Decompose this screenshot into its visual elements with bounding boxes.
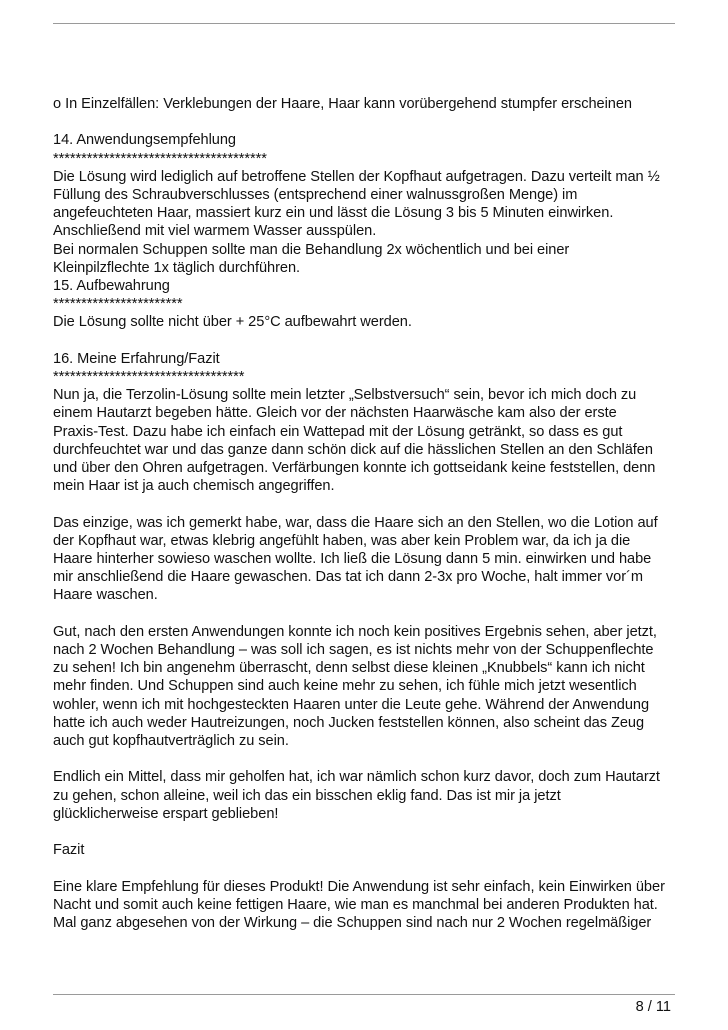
text-line: mehr finden. Und Schuppen sind auch keine mehr zu sehen, ich fühle mich jetzt wesentlich xyxy=(53,678,637,695)
text-line: Fazit xyxy=(53,842,85,859)
text-line: angefeuchteten Haar, massiert kurz ein und lässt die Lösung 3 bis 5 Minuten einwirken. xyxy=(53,205,614,222)
text-line: Die Lösung sollte nicht über + 25°C aufbewahrt werden. xyxy=(53,314,412,331)
header-rule xyxy=(53,23,675,24)
paragraph-gap xyxy=(53,495,683,513)
text-line: Eine klare Empfehlung für dieses Produkt! Die Anwendung ist sehr einfach, kein Einwirken über xyxy=(53,878,665,895)
text-line: Die Lösung wird lediglich auf betroffene Stellen der Kopfhaut aufgetragen. Dazu verteilt man ½ xyxy=(53,168,660,185)
text-line: Anschließend mit viel warmem Wasser ausspülen. xyxy=(53,223,377,240)
text-line: Mal ganz abgesehen von der Wirkung – die Schuppen sind nach nur 2 Wochen regelmäßiger xyxy=(53,915,652,932)
page-number: 8 / 11 xyxy=(635,999,671,1015)
text-line: Das einzige, was ich gemerkt habe, war, dass die Haare sich an den Stellen, wo die Lotion auf xyxy=(53,514,658,531)
paragraph-gap xyxy=(53,332,683,350)
text-line: ********************************** xyxy=(53,369,245,386)
text-line: mein Haar ist ja auch chemisch angegriffen. xyxy=(53,478,335,495)
text-line: auch gut kopfhautverträglich zu sein. xyxy=(53,733,289,750)
document-body xyxy=(53,95,683,932)
text-line: Endlich ein Mittel, dass mir geholfen hat, ich war nämlich schon kurz davor, doch zum Hautarzt xyxy=(53,769,660,786)
text-line: Haare waschen. xyxy=(53,587,158,604)
text-line: Kleinpilzflechte 1x täglich durchführen. xyxy=(53,259,301,276)
paragraph-gap xyxy=(53,823,683,841)
text-line: mir anschließend die Haare gewaschen. Das tat ich dann 2-3x pro Woche, halt immer vor´m xyxy=(53,569,643,586)
text-line: und über den Ohren aufgetragen. Verfärbungen konnte ich gottseidank keine feststellen, denn xyxy=(53,460,656,477)
text-line: Praxis-Test. Dazu habe ich einfach ein Wattepad mit der Lösung getränkt, so dass es gut xyxy=(53,423,623,440)
text-line: Nun ja, die Terzolin-Lösung sollte mein letzter „Selbstversuch“ sein, bevor ich mich doch zu xyxy=(53,387,637,404)
text-line: durchfeuchtet war und das ganze dann schön dick auf die hässlichen Stellen an den Schläfen xyxy=(53,441,653,458)
text-line: wohler, wenn ich mit hochgesteckten Haaren unter die Leute gehe. Während der Anwendung xyxy=(53,696,650,713)
text-line: o In Einzelfällen: Verklebungen der Haare, Haar kann vorübergehend stumpfer erscheinen xyxy=(53,96,633,112)
text-line: 14. Anwendungsempfehlung xyxy=(53,132,236,149)
text-line: *********************** xyxy=(53,296,183,313)
text-line: Haare hinterher sowieso waschen wollte. Ich ließ die Lösung dann 5 min. einwirken und habe xyxy=(53,551,652,568)
text-line: zu gehen, schon alleine, weil ich das ein bisschen eklig fand. Das ist mir ja jetzt xyxy=(53,787,561,804)
text-line: der Kopfhaut war, etwas klebrig angefühlt haben, was aber kein Problem war, da ich ja die xyxy=(53,532,631,549)
text-line: Gut, nach den ersten Anwendungen konnte ich noch kein positives Ergebnis sehen, aber jetzt, xyxy=(53,623,657,640)
paragraph-gap xyxy=(53,113,683,131)
text-line: hatte ich auch weder Hautreizungen, noch Jucken feststellen können, also scheint das Zeug xyxy=(53,714,645,731)
paragraph-gap xyxy=(53,859,683,877)
text-line: nach 2 Wochen Behandlung – was soll ich sagen, es ist nichts mehr von der Schuppenflechte xyxy=(53,642,654,659)
text-line: 15. Aufbewahrung xyxy=(53,278,170,295)
text-line: ************************************** xyxy=(53,150,267,167)
text-line: 16. Meine Erfahrung/Fazit xyxy=(53,350,220,367)
text-line: einem Hautarzt begeben hätte. Gleich vor der nächsten Haarwäsche kam also der erste xyxy=(53,405,617,422)
paragraph-gap xyxy=(53,605,683,623)
paragraph-gap xyxy=(53,750,683,768)
text-line: glücklicherweise erspart geblieben! xyxy=(53,805,279,822)
text-line: Füllung des Schraubverschlusses (entsprechend einer walnussgroßen Menge) im xyxy=(53,187,578,203)
text-line: Bei normalen Schuppen sollte man die Behandlung 2x wöchentlich und bei einer xyxy=(53,241,570,258)
footer-rule xyxy=(53,994,675,995)
text-line: zu sehen! Ich bin angenehm überrascht, denn selbst diese kleinen „Knubbels“ kann ich nicht xyxy=(53,660,645,677)
text-line: Nacht und somit auch keine fettigen Haare, wie man es manchmal bei anderen Produkten hat. xyxy=(53,896,658,913)
